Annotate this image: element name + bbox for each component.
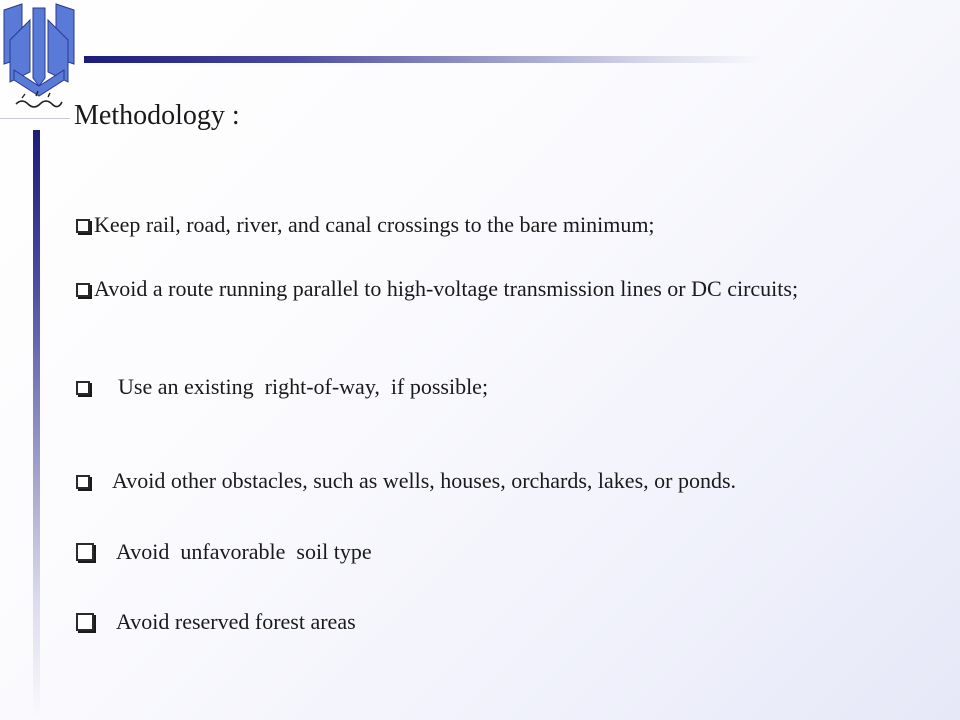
list-item [76,464,876,498]
list-item [76,534,876,570]
bullet-text: Avoid a route running parallel to high-voltage transmission lines or DC circuits; [94,276,799,301]
checkbox-bullet-icon [76,381,90,395]
sidebar-rule [33,130,40,720]
logo-divider [0,118,70,119]
checkbox-bullet-icon [76,613,94,631]
list-item [76,272,876,306]
list-item [76,370,876,404]
university-logo-icon [0,0,78,118]
checkbox-bullet-icon [76,543,94,561]
list-item [76,604,876,640]
checkbox-bullet-icon [76,475,90,489]
slide-title: Methodology : [74,100,240,131]
bullet-text: Avoid unfavorable soil type [116,539,372,564]
checkbox-bullet-icon [76,283,90,297]
bullet-text: Keep rail, road, river, and canal crossings to the bare minimum; [94,212,655,237]
bullet-text: Use an existing right-of-way, if possible; [118,374,489,399]
bullet-text: Avoid other obstacles, such as wells, houses, orchards, lakes, or ponds. [112,468,737,493]
checkbox-bullet-icon [76,219,90,233]
header-rule [84,56,764,63]
bullet-text: Avoid reserved forest areas [116,609,356,634]
list-item [76,208,876,242]
